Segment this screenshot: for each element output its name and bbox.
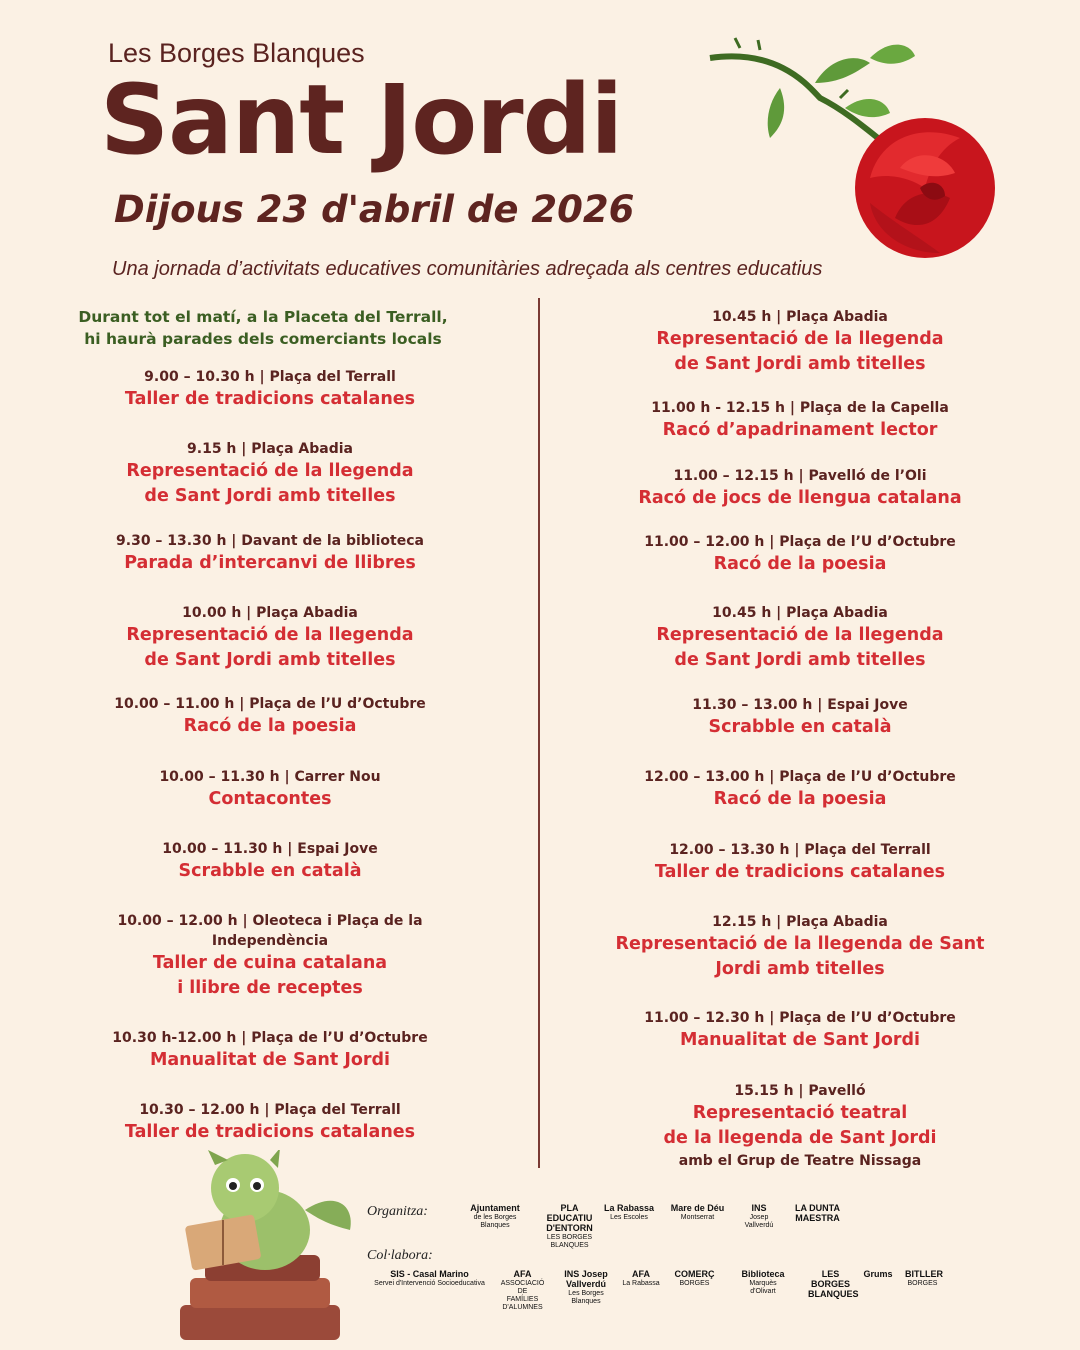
subtitle: Una jornada d’activitats educatives comunitàries adreçada als centres educatius — [112, 258, 823, 280]
event-activity: Manualitat de Sant Jordi — [679, 1030, 921, 1050]
logo-la-rabassa — [600, 1204, 658, 1222]
event-item — [570, 1081, 1030, 1171]
event-item — [570, 398, 1030, 443]
logo-biblioteca — [728, 1270, 798, 1296]
intro-line: hi haurà parades dels comerciants locals — [84, 330, 442, 348]
event-item — [570, 532, 1030, 577]
logo-ins-josep-vallverdu — [560, 1270, 612, 1306]
event-item — [570, 767, 1030, 812]
event-activity: de la llegenda de Sant Jordi — [663, 1128, 937, 1148]
event-time-place: 11.00 – 12.00 h | Plaça de l’U d’Octubre — [644, 534, 956, 550]
logo-josep-vallverdu — [735, 1204, 783, 1230]
event-time-place: 10.30 – 12.00 h | Plaça del Terrall — [139, 1102, 401, 1118]
col-labora-label: Col·labora: — [367, 1248, 433, 1263]
event-activity: Manualitat de Sant Jordi — [149, 1050, 391, 1070]
logo-text: SIS - Casal Marino — [390, 1269, 469, 1279]
logo-text: Josep — [749, 1214, 769, 1221]
event-item — [570, 307, 1030, 377]
event-time-place: 11.00 – 12.15 h | Pavelló de l’Oli — [673, 468, 927, 484]
column-divider — [538, 298, 540, 1168]
event-item — [570, 1008, 1030, 1053]
event-item — [40, 911, 500, 1001]
logo-text: BORGES — [679, 1280, 710, 1287]
logo-text: ASSOCIACIÓ DE — [500, 1280, 545, 1295]
logo-text: LES BORGES BLANQUES — [546, 1234, 593, 1249]
event-time-place: 12.00 – 13.00 h | Plaça de l’U d’Octubre — [644, 769, 956, 785]
logo-text: COMERÇ — [674, 1269, 715, 1279]
logo-text: La Rabassa — [603, 1203, 655, 1213]
event-activity: Representació de la llegenda — [126, 625, 414, 645]
event-time-place: 10.00 h | Plaça Abadia — [182, 605, 358, 621]
logo-text: FAMÍLIES D'ALUMNES — [502, 1296, 543, 1311]
logo-afa-la-rabassa — [622, 1270, 660, 1288]
event-activity: Parada d’intercanvi de llibres — [124, 553, 416, 573]
event-item — [40, 839, 500, 884]
event-item — [40, 439, 500, 509]
logo-text: Biblioteca — [741, 1269, 785, 1279]
logo-text: LA DUNTA MAESTRA — [795, 1203, 840, 1223]
event-item — [570, 466, 1030, 511]
event-activity: Representació de la llegenda — [656, 329, 944, 349]
logo-text: Montserrat — [680, 1214, 715, 1221]
logo-text: BITLLER — [905, 1269, 943, 1279]
logo-text: Marquès — [749, 1280, 777, 1287]
event-activity: Racó de la poesia — [713, 554, 887, 574]
dragon-reading-illustration — [160, 1150, 370, 1345]
logo-text: Vallverdú — [744, 1222, 774, 1229]
logo-mare-de-deu — [665, 1204, 730, 1222]
logo-bitller-borges — [905, 1269, 943, 1288]
event-activity: Racó de jocs de llengua catalana — [638, 488, 962, 508]
event-time-place: 10.00 – 11.30 h | Espai Jove — [162, 841, 378, 857]
event-item — [40, 1100, 500, 1145]
event-activity: de Sant Jordi amb titelles — [674, 354, 926, 374]
event-activity: Racó de la poesia — [713, 789, 887, 809]
event-activity: Representació de la llegenda — [656, 625, 944, 645]
logo-comerc-borges — [672, 1270, 717, 1288]
event-activity: de Sant Jordi amb titelles — [144, 486, 396, 506]
town-name: Les Borges Blanques — [108, 38, 365, 68]
event-time-place: 12.15 h | Plaça Abadia — [712, 914, 888, 930]
event-time-place: 10.45 h | Plaça Abadia — [712, 605, 888, 621]
logo-text: d'Olivart — [750, 1288, 776, 1295]
event-activity: Taller de tradicions catalanes — [124, 1122, 416, 1142]
event-activity: Representació teatral — [692, 1103, 908, 1123]
event-item — [40, 1028, 500, 1073]
event-time-place: 10.00 – 11.00 h | Plaça de l’U d’Octubre — [114, 696, 426, 712]
event-activity: Taller de tradicions catalanes — [654, 862, 946, 882]
event-time-place: 15.15 h | Pavelló — [734, 1083, 866, 1099]
event-time-place: 10.00 – 11.30 h | Carrer Nou — [159, 769, 381, 785]
event-item — [570, 603, 1030, 673]
event-activity: Taller de tradicions catalanes — [124, 389, 416, 409]
event-item — [570, 695, 1030, 740]
event-activity: de Sant Jordi amb titelles — [144, 650, 396, 670]
logo-text: INS — [751, 1203, 767, 1213]
event-item — [40, 603, 500, 673]
logo-text: INS Josep Vallverdú — [564, 1269, 608, 1289]
event-date: Dijous 23 d'abril de 2026 — [114, 188, 635, 231]
logo-ajuntament — [455, 1204, 535, 1230]
event-item — [570, 840, 1030, 885]
logo-text: La Rabassa — [622, 1280, 660, 1287]
event-time-place: 11.30 – 13.00 h | Espai Jove — [692, 697, 908, 713]
organitza-label: Organitza: — [367, 1204, 428, 1219]
logo-text: Grums — [863, 1269, 893, 1279]
event-activity: Contacontes — [208, 789, 332, 809]
logo-text: de les Borges — [473, 1214, 517, 1221]
event-time-place: 10.30 h-12.00 h | Plaça de l’U d’Octubre — [112, 1030, 428, 1046]
event-activity: Racó d’apadrinament lector — [662, 420, 938, 440]
event-activity: Representació de la llegenda — [126, 461, 414, 481]
logo-text: AFA — [632, 1269, 650, 1279]
logo-afa-ins — [495, 1270, 550, 1312]
logo-text: Mare de Déu — [670, 1203, 725, 1213]
event-item — [40, 767, 500, 812]
event-activity: Scrabble en català — [178, 861, 362, 881]
event-time-place: 10.45 h | Plaça Abadia — [712, 309, 888, 325]
event-activity: Taller de cuina catalana — [152, 953, 388, 973]
logo-text: PLA EDUCATIU D'ENTORN — [546, 1203, 593, 1233]
logo-text: BORGES — [907, 1280, 938, 1287]
event-item — [40, 531, 500, 576]
left-column — [40, 306, 500, 1142]
logo-text: Ajuntament — [470, 1203, 520, 1213]
event-item — [40, 694, 500, 739]
logo-text: LES BORGES BLANQUES — [808, 1269, 859, 1299]
event-activity: Scrabble en català — [708, 717, 892, 737]
logo-sis-casal-marino — [372, 1270, 487, 1288]
logo-text: AFA — [513, 1269, 532, 1279]
event-time-place: 9.30 – 13.30 h | Davant de la biblioteca — [116, 533, 424, 549]
rose-illustration — [640, 28, 1000, 268]
event-time-place: 11.00 – 12.30 h | Plaça de l’U d’Octubre — [644, 1010, 956, 1026]
event-time-place: 11.00 h - 12.15 h | Plaça de la Capella — [651, 400, 949, 416]
event-time-place: 10.00 – 12.00 h | Oleoteca i Plaça de la — [117, 913, 423, 929]
event-time-place: 12.00 – 13.30 h | Plaça del Terrall — [669, 842, 931, 858]
intro-note — [26, 306, 500, 350]
event-activity: Representació de la llegenda de Sant — [615, 934, 985, 954]
logo-text: Servei d'Intervenció Socioeducativa — [374, 1280, 485, 1287]
logo-grums — [858, 1270, 898, 1280]
event-activity: Jordi amb titelles — [715, 959, 885, 979]
event-item — [570, 912, 1030, 982]
event-note: amb el Grup de Teatre Nissaga — [678, 1153, 922, 1169]
logo-les-borges-bl — [808, 1269, 859, 1300]
event-activity: Racó de la poesia — [183, 716, 357, 736]
page-title: Sant Jordi — [100, 64, 623, 176]
logo-text: Les Escoles — [610, 1214, 648, 1221]
event-item — [40, 367, 500, 412]
event-time-place: 9.15 h | Plaça Abadia — [187, 441, 353, 457]
logo-text: Blanques — [480, 1222, 510, 1229]
logo-la-dunta-maestra — [795, 1204, 840, 1224]
logo-pla-educatiu — [542, 1204, 597, 1250]
event-activity: de Sant Jordi amb titelles — [674, 650, 926, 670]
logo-text: Les Borges Blanques — [568, 1290, 604, 1305]
event-activity: i llibre de receptes — [177, 978, 363, 998]
event-time-place: 9.00 – 10.30 h | Plaça del Terrall — [144, 369, 396, 385]
event-time-place: Independència — [211, 933, 329, 949]
intro-line: Durant tot el matí, a la Placeta del Terrall, — [78, 308, 448, 326]
